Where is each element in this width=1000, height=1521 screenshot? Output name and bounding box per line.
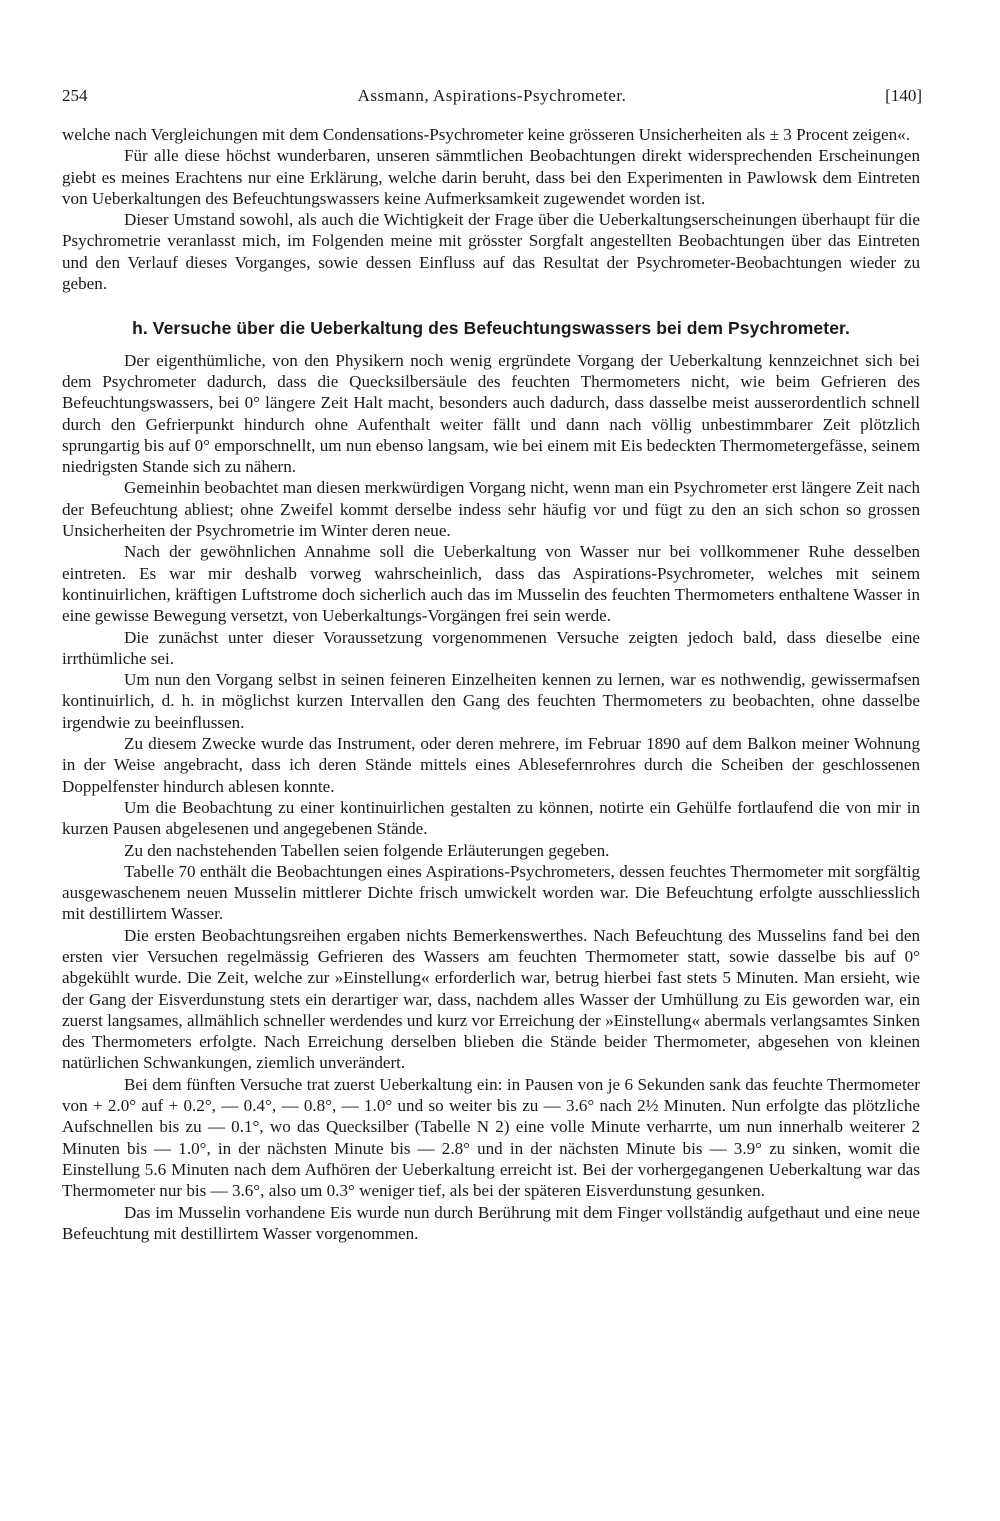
paragraph: Die zunächst unter dieser Voraussetzung vorgenommenen Versuche zeigten jedoch bald, dass dieselbe eine irrthümliche sei.: [62, 627, 920, 668]
running-head: [62, 86, 922, 114]
paragraph: Für alle diese höchst wunderbaren, unseren sämmtlichen Beobachtungen direkt widersprechenden Erscheinungen giebt es meines Erachtens nur eine Erklärung, welche darin beruht, dass bei den Experimenten in Pawlowsk dem Eintreten von Ueberkaltungen des Befeuchtungswassers keine Aufmerksamkeit zugewendet worden ist.: [62, 146, 920, 208]
section-heading-text: h. Versuche über die Ueberkaltung des Befeuchtungswassers bei dem Psychrometer.: [132, 318, 850, 339]
section-heading: [62, 318, 920, 339]
paragraph: Zu den nachstehenden Tabellen seien folgende Erläuterungen gegeben.: [124, 840, 610, 860]
paragraph: Die ersten Beobachtungsreihen ergaben nichts Bemerkenswerthes. Nach Befeuchtung des Musselins fand bei den ersten vier Versuchen regelmässig Gefrieren des Wassers am feuchten Thermometer statt, sowie dasselbe bis auf 0° abgekühlt wurde. Die Zeit, welche zur »Einstellung« erforderlich war, betrug hierbei fast stets 5 Minuten. Man ersieht, wie der Gang der Eisverdunstung stets ein derartiger war, dass, nachdem alles Wasser der Umhüllung zu Eis geworden war, ein zuerst langsames, allmählich schneller werdendes und kurz vor Erreichung der »Einstellung« abermals verlangsamtes Sinken des Thermometers erfolgte. Nach Erreichung derselben blieben die Stände beider Thermometer, abgesehen von kleinen natürlichen Schwankungen, ziemlich unverändert.: [62, 925, 920, 1073]
running-title: Assmann, Aspirations-Psychrometer.: [357, 86, 627, 105]
section-number: [140]: [885, 86, 922, 105]
page-number: 254: [62, 86, 88, 105]
paragraph: Dieser Umstand sowohl, als auch die Wichtigkeit der Frage über die Ueberkaltungserscheinungen überhaupt für die Psychrometrie veranlasst mich, im Folgenden meine mit grösster Sorgfalt angestellten Beobachtungen über das Eintreten und den Verlauf dieses Vorganges, sowie dessen Einfluss auf das Resultat der Psychrometer-Beobachtungen wieder zu geben.: [62, 210, 920, 294]
paragraph: Der eigenthümliche, von den Physikern noch wenig ergründete Vorgang der Ueberkaltung kennzeichnet sich bei dem Psychrometer dadurch, dass die Quecksilbersäule des feuchten Thermometers nicht, wie beim Gefrieren des Befeuchtungswassers, bei 0° längere Zeit Halt macht, besonders auch dadurch, dass dasselbe meist ausserordentlich schnell durch den Gefrierpunkt hindurch ohne Aufenthalt weiter fällt und dann nach völlig unbestimmbarer Zeit plötzlich sprungartig bis auf 0° emporschnellt, um nun ebenso langsam, wie bei einem mit Eis bedeckten Thermometergefässe, seinem niedrigsten Stande sich zu nähern.: [62, 350, 920, 477]
paragraph: Um die Beobachtung zu einer kontinuirlichen gestalten zu können, notirte ein Gehülfe fortlaufend die von mir in kurzen Pausen abgelesenen und angegebenen Stände.: [62, 797, 920, 839]
page-body: [62, 124, 920, 1244]
paragraph: Das im Musselin vorhandene Eis wurde nun durch Berührung mit dem Finger vollständig aufgethaut und eine neue Befeuchtung mit destillirtem Wasser vorgenommen.: [62, 1202, 920, 1243]
paragraph: Bei dem fünften Versuche trat zuerst Ueberkaltung ein: in Pausen von je 6 Sekunden sank das feuchte Thermometer von + 2.0° auf + 0.2°, — 0.4°, — 0.8°, — 1.0° und so weiter bis zu — 3.6° nach 2½ Minuten. Nun erfolgte das plötzliche Aufschnellen bis zu — 0.1°, wo das Quecksilber (Tabelle N 2) eine volle Minute verharrte, um nun innerhalb weiterer 2 Minuten bis — 1.0°, in der nächsten Minute bis — 2.8° und in der nächsten Minute bis — 3.9° zu sinken, womit die Einstellung 5.6 Minuten nach dem Aufhören der Ueberkaltung erreicht ist. Bei der vorhergegangenen Ueberkaltung war das Thermometer nur bis — 3.6°, also um 0.3° weniger tief, als bei der späteren Eisverdunstung gesunken.: [62, 1074, 920, 1201]
paragraph-continued: welche nach Vergleichungen mit dem Condensations-Psychrometer keine grösseren Unsicherheiten als ± 3 Procent zeigen«.: [62, 125, 910, 144]
paragraph: Gemeinhin beobachtet man diesen merkwürdigen Vorgang nicht, wenn man ein Psychrometer erst längere Zeit nach der Befeuchtung abliest; ohne Zweifel kommt derselbe indess sehr häufig vor und fügt zu den an sich schon so grossen Unsicherheiten der Psychrometrie im Winter deren neue.: [62, 478, 920, 541]
paragraph: Nach der gewöhnlichen Annahme soll die Ueberkaltung von Wasser nur bei vollkommener Ruhe desselben eintreten. Es war mir deshalb vorweg wahrscheinlich, dass das Aspirations-Psychrometer, welches mit seinem kontinuirlichen, kräftigen Luftstrome doch sicherlich auch das im Musselin des feuchten Thermometers enthaltene Wasser in eine gewisse Bewegung versetzt, von Ueberkaltungs-Vorgängen frei sein werde.: [62, 542, 920, 626]
paragraph: Um nun den Vorgang selbst in seinen feineren Einzelheiten kennen zu lernen, war es nothwendig, gewissermafsen kontinuirlich, d. h. in möglichst kurzen Intervallen den Gang des feuchten Thermometers zu beobachten, ohne dasselbe irgendwie zu beeinflussen.: [62, 670, 920, 732]
paragraph: Tabelle 70 enthält die Beobachtungen eines Aspirations-Psychrometers, dessen feuchtes Thermometer mit sorgfältig ausgewaschenem neuen Musselin mittlerer Dichte frisch umwickelt worden war. Die Befeuchtung erfolgte ausschliesslich mit destillirtem Wasser.: [62, 861, 920, 924]
paragraph: Zu diesem Zwecke wurde das Instrument, oder deren mehrere, im Februar 1890 auf dem Balkon meiner Wohnung in der Weise angebracht, dass ich deren Stände mittels eines Ablesefernrohres durch die Scheiben der geschlossenen Doppelfenster hindurch ablesen konnte.: [62, 734, 920, 796]
